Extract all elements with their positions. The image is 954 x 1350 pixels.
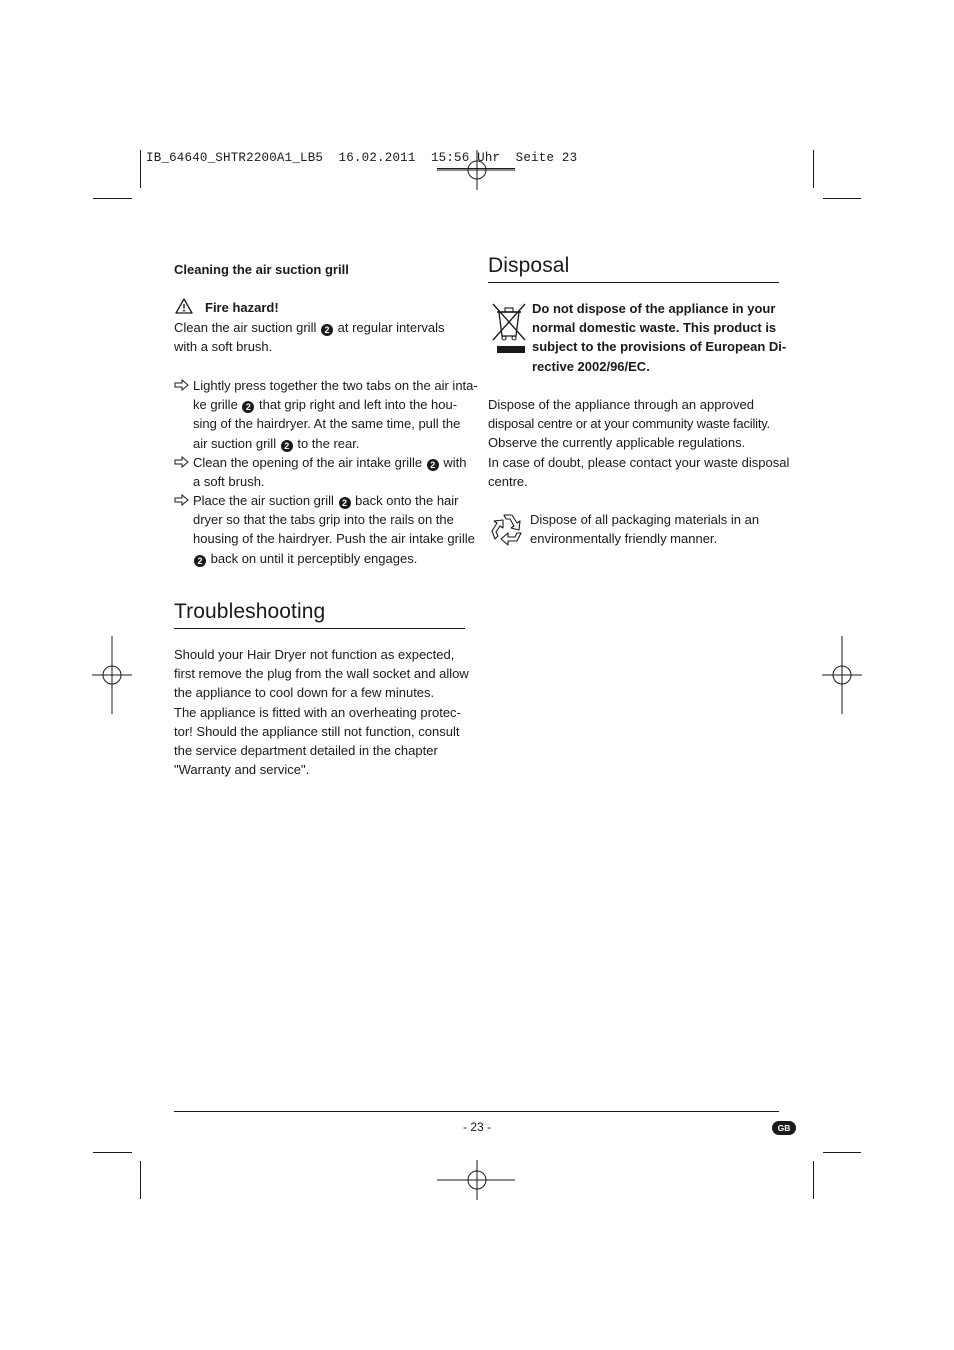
arrow-right-outline-icon (174, 456, 189, 468)
crop-mark (93, 198, 132, 199)
troubleshooting-heading: Troubleshooting (174, 600, 326, 623)
warning-triangle-icon (175, 298, 193, 314)
registration-mark-left (92, 636, 132, 714)
warning-title: Fire hazard! (205, 300, 279, 315)
disposal-instructions: Dispose of the appliance through an approved disposal centre or at your community waste facility. Observe the currently applicable regulations. In case of doubt, please contact your waste disposal centre. (488, 397, 790, 489)
cleaning-subheading: Cleaning the air suction grill (174, 262, 349, 277)
reference-number-badge: 2 (427, 459, 439, 471)
reference-number-badge: 2 (194, 555, 206, 567)
page-number: - 23 - (462, 1120, 491, 1134)
reference-number-badge: 2 (281, 440, 293, 452)
reference-number-badge: 2 (242, 401, 254, 413)
crop-mark (813, 1161, 814, 1199)
crop-mark (140, 1161, 141, 1199)
registration-mark-right (822, 636, 862, 714)
weee-notice: Do not dispose of the appliance in your normal domestic waste. This product is subject to the provisions of European Di- rective 2002/96/EC. (532, 301, 787, 374)
language-badge: GB (772, 1121, 796, 1135)
crossed-out-wheelie-bin-icon (490, 300, 528, 355)
crop-mark (823, 1152, 861, 1153)
step-3: Place the air suction grill 2 back onto the hair dryer so that the tabs grip into the rails on the housing of the hairdryer. Push the air intake grille 2 back on until it perceptibly engages. (193, 493, 475, 566)
warning-text-line: with a soft brush. (174, 339, 273, 354)
print-slug: IB_64640_SHTR2200A1_LB5 16.02.2011 15:56 Uhr Seite 23 (146, 151, 578, 165)
reference-number-badge: 2 (339, 497, 351, 509)
arrow-right-outline-icon (174, 379, 189, 391)
disposal-heading: Disposal (488, 254, 570, 277)
footer-rule (174, 1111, 779, 1112)
crop-mark (93, 1152, 132, 1153)
warning-text-line: Clean the air suction grill 2 at regular intervals (174, 320, 445, 335)
step-1: Lightly press together the two tabs on the air inta- ke grille 2 that grip right and left into the hou- sing of the hairdryer. At the same time, pull the air suction grill 2 to the rear. (193, 378, 478, 451)
slug-underline (437, 168, 515, 169)
heading-rule (174, 628, 465, 629)
crop-mark (823, 198, 861, 199)
registration-mark-bottom (437, 1160, 517, 1200)
packaging-note: Dispose of all packaging materials in an environmentally friendly manner. (530, 512, 760, 547)
heading-rule (488, 282, 779, 283)
reference-number-badge: 2 (321, 324, 333, 336)
crop-mark (140, 150, 141, 188)
recycle-icon (489, 511, 527, 549)
troubleshooting-text: Should your Hair Dryer not function as expected, first remove the plug from the wall socket and allow the appliance to cool down for a few minutes. The appliance is fitted with an overheating protec- tor! Should the appliance still not function, consult the service department detailed in the chapter "Warranty and service". (174, 647, 469, 778)
step-2: Clean the opening of the air intake grille 2 with a soft brush. (193, 455, 467, 490)
arrow-right-outline-icon (174, 494, 189, 506)
crop-mark (813, 150, 814, 188)
